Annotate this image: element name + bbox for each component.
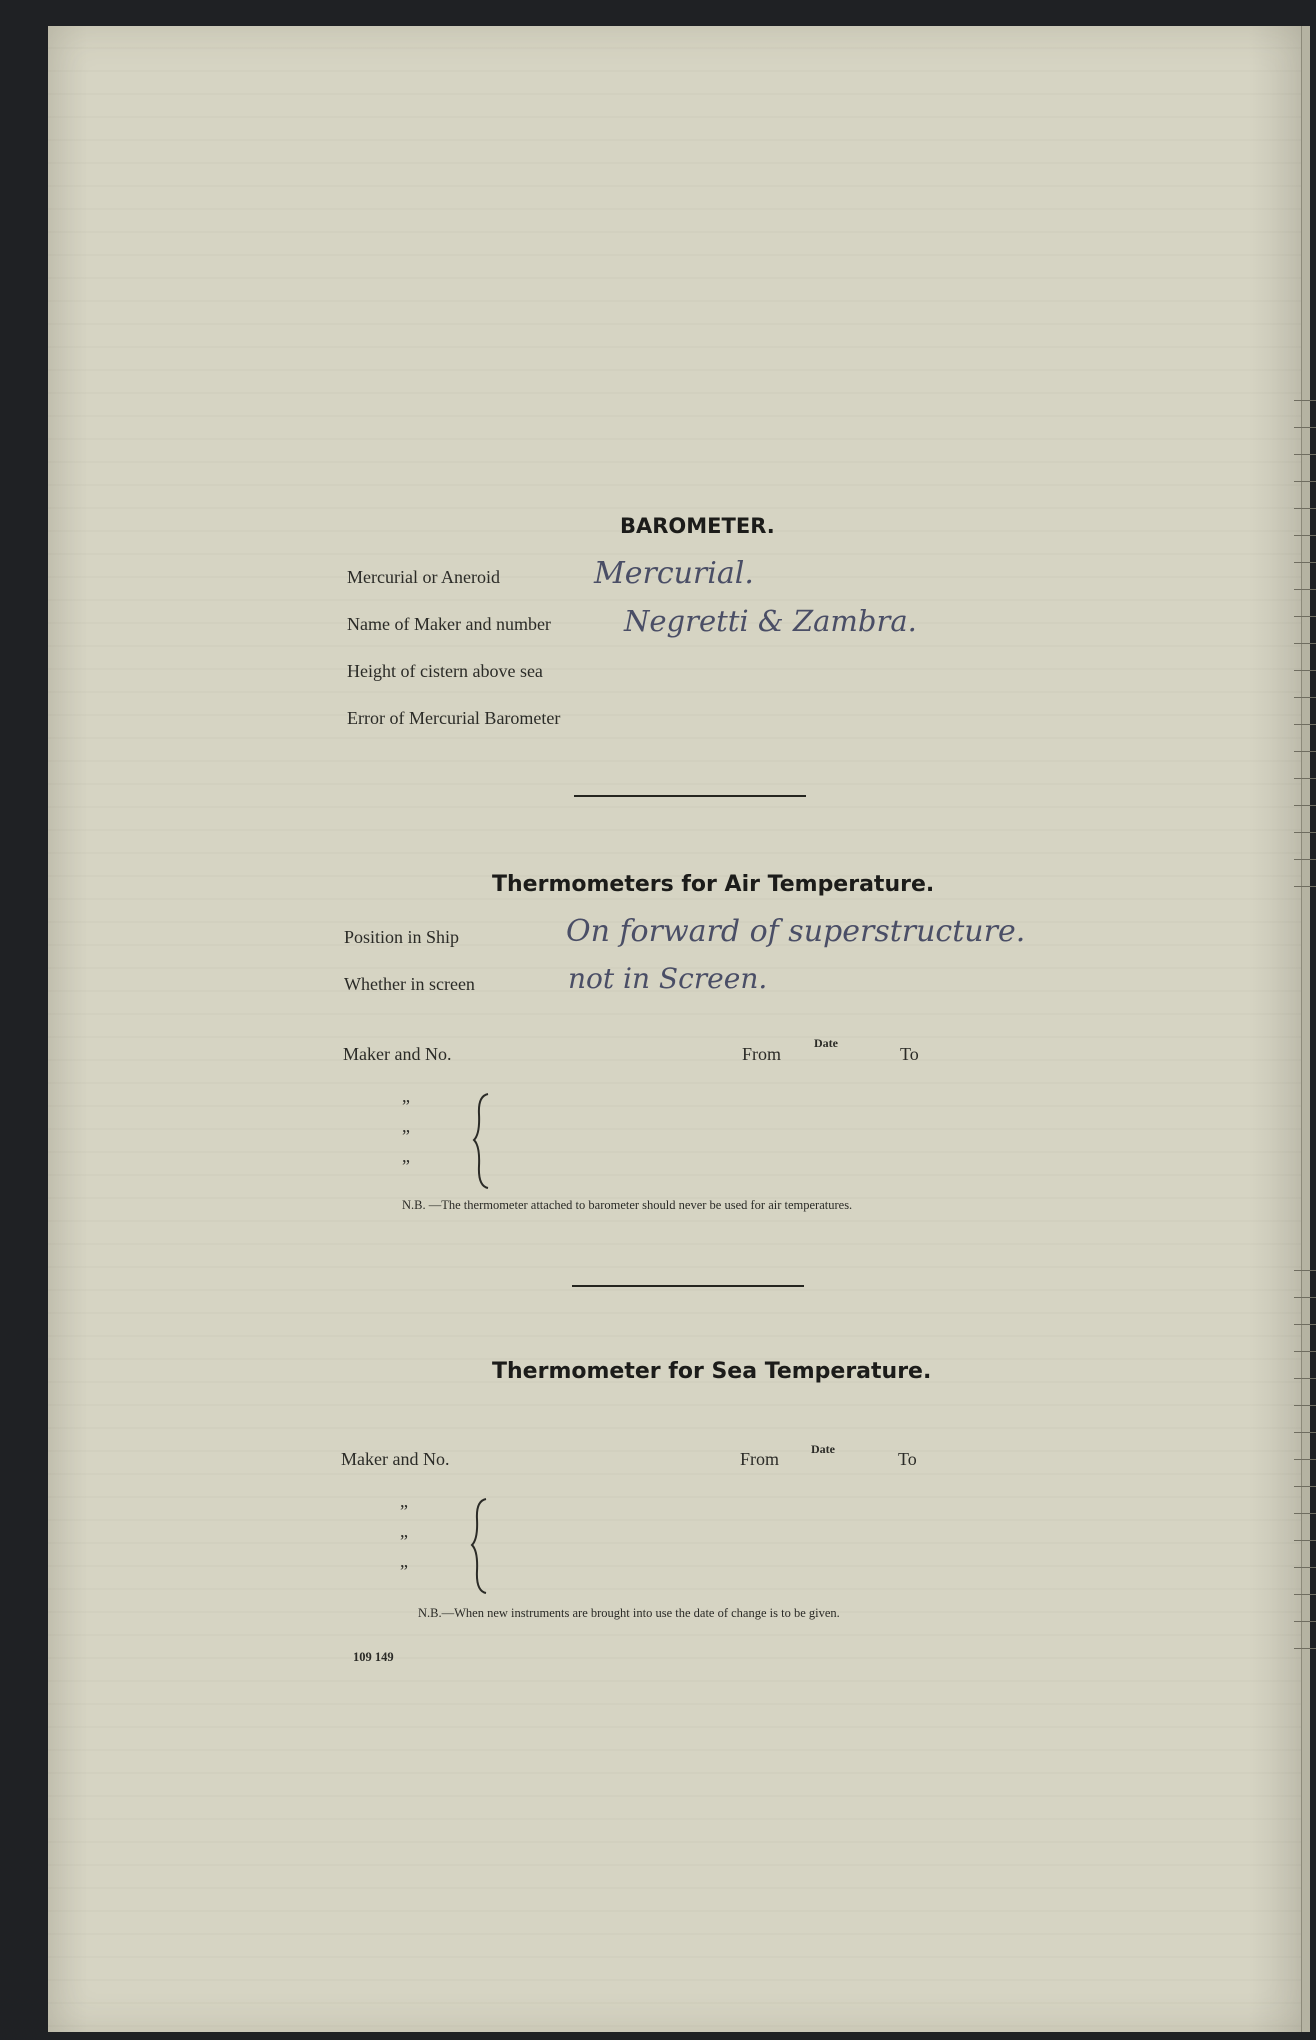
- ditto-mark: ”: [402, 1126, 410, 1146]
- mercurial-or-aneroid-label: Mercurial or Aneroid: [347, 567, 500, 587]
- whether-in-screen-value: not in Screen.: [568, 962, 768, 995]
- air-thermometers-title: Thermometers for Air Temperature.: [492, 872, 935, 897]
- barometer-error-label: Error of Mercurial Barometer: [347, 708, 561, 728]
- ditto-mark: ”: [402, 1156, 410, 1176]
- air-from-label: From: [742, 1044, 782, 1064]
- ditto-mark: ”: [400, 1561, 408, 1581]
- position-in-ship-label: Position in Ship: [344, 927, 460, 947]
- sea-thermometer-note: N.B.—When new instruments are brought into use the date of change is to be given.: [418, 1606, 840, 1620]
- left-brace: [470, 1092, 494, 1190]
- air-thermometer-note: N.B. —The thermometer attached to barometer should never be used for air temperatures.: [402, 1198, 853, 1212]
- air-date-header: Date: [814, 1036, 838, 1050]
- form-number: 109 149: [353, 1650, 394, 1664]
- cistern-height-label: Height of cistern above sea: [347, 661, 543, 681]
- maker-number-label: Name of Maker and number: [347, 614, 551, 634]
- form-page: [48, 26, 1310, 2032]
- mercurial-or-aneroid-value: Mercurial.: [594, 556, 754, 591]
- whether-in-screen-label: Whether in screen: [344, 974, 475, 994]
- sea-maker-label: Maker and No.: [341, 1449, 450, 1469]
- ditto-mark: ”: [400, 1531, 408, 1551]
- sea-thermometer-title: Thermometer for Sea Temperature.: [492, 1359, 932, 1384]
- sea-date-header: Date: [811, 1442, 835, 1456]
- left-brace: [468, 1497, 492, 1595]
- sea-from-label: From: [740, 1449, 780, 1469]
- ditto-mark: ”: [400, 1501, 408, 1521]
- barometer-title: BAROMETER.: [620, 514, 775, 538]
- maker-number-value: Negretti & Zambra.: [624, 604, 917, 638]
- ditto-mark: ”: [402, 1096, 410, 1116]
- sea-to-label: To: [898, 1449, 917, 1469]
- section-divider: [574, 795, 806, 797]
- page-edge: [1301, 26, 1310, 2032]
- position-in-ship-value: On forward of superstructure.: [566, 914, 1026, 949]
- section-divider: [572, 1285, 804, 1287]
- air-to-label: To: [900, 1044, 919, 1064]
- air-maker-label: Maker and No.: [343, 1044, 452, 1064]
